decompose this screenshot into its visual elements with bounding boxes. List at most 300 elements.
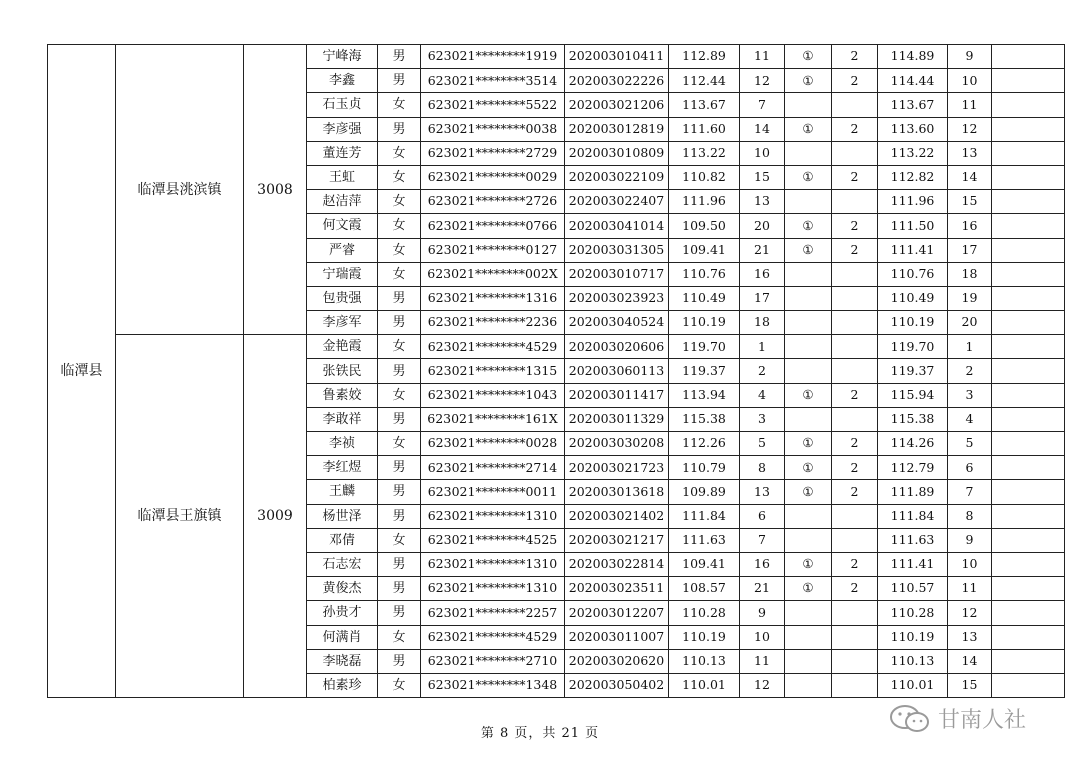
total-score-cell: 113.22 [878,141,948,165]
id-number-cell: 623021********161X [421,407,565,431]
written-score-cell: 110.19 [669,311,740,335]
remarks-cell [992,649,1065,673]
final-rank-cell: 8 [948,504,992,528]
bonus-points-cell: 2 [832,69,878,93]
total-score-cell: 111.63 [878,528,948,552]
exam-number-cell: 202003010411 [565,45,669,69]
bonus-mark-cell: ① [785,117,832,141]
name-cell: 何满肖 [307,625,378,649]
exam-number-cell: 202003011007 [565,625,669,649]
remarks-cell [992,456,1065,480]
bonus-mark-cell [785,625,832,649]
total-score-cell: 111.41 [878,552,948,576]
written-score-cell: 119.70 [669,335,740,359]
bonus-mark-cell: ① [785,69,832,93]
gender-cell: 女 [378,165,421,189]
watermark [888,703,1026,734]
written-rank-cell: 11 [740,649,785,673]
remarks-cell [992,407,1065,431]
final-rank-cell: 13 [948,141,992,165]
remarks-cell [992,552,1065,576]
gender-cell: 男 [378,69,421,93]
written-rank-cell: 5 [740,432,785,456]
bonus-points-cell [832,601,878,625]
table-row [48,45,1065,69]
remarks-cell [992,383,1065,407]
id-number-cell: 623021********1310 [421,504,565,528]
id-number-cell: 623021********0038 [421,117,565,141]
name-cell: 鲁素姣 [307,383,378,407]
bonus-points-cell [832,673,878,697]
remarks-cell [992,286,1065,310]
total-score-cell: 114.89 [878,45,948,69]
written-rank-cell: 1 [740,335,785,359]
remarks-cell [992,528,1065,552]
bonus-points-cell: 2 [832,480,878,504]
written-score-cell: 109.89 [669,480,740,504]
total-score-cell: 111.41 [878,238,948,262]
gender-cell: 女 [378,262,421,286]
name-cell: 孙贵才 [307,601,378,625]
id-number-cell: 623021********1315 [421,359,565,383]
name-cell: 李红煜 [307,456,378,480]
exam-number-cell: 202003022109 [565,165,669,189]
written-rank-cell: 13 [740,480,785,504]
id-number-cell: 623021********2726 [421,190,565,214]
id-number-cell: 623021********0028 [421,432,565,456]
bonus-points-cell [832,625,878,649]
gender-cell: 男 [378,456,421,480]
written-score-cell: 112.26 [669,432,740,456]
gender-cell: 女 [378,141,421,165]
written-score-cell: 113.67 [669,93,740,117]
written-rank-cell: 6 [740,504,785,528]
written-rank-cell: 9 [740,601,785,625]
written-score-cell: 113.94 [669,383,740,407]
exam-number-cell: 202003031305 [565,238,669,262]
bonus-mark-cell [785,93,832,117]
exam-number-cell: 202003021402 [565,504,669,528]
total-score-cell: 114.44 [878,69,948,93]
written-score-cell: 110.01 [669,673,740,697]
total-score-cell: 112.79 [878,456,948,480]
gender-cell: 男 [378,649,421,673]
bonus-points-cell [832,649,878,673]
bonus-points-cell [832,528,878,552]
written-rank-cell: 21 [740,238,785,262]
gender-cell: 女 [378,432,421,456]
total-score-cell: 119.37 [878,359,948,383]
id-number-cell: 623021********1043 [421,383,565,407]
town-cell: 临潭县洮滨镇 [116,45,244,335]
remarks-cell [992,625,1065,649]
name-cell: 石玉贞 [307,93,378,117]
gender-cell: 男 [378,577,421,601]
bonus-points-cell: 2 [832,552,878,576]
bonus-mark-cell: ① [785,214,832,238]
total-score-cell: 110.19 [878,625,948,649]
bonus-points-cell: 2 [832,214,878,238]
bonus-points-cell: 2 [832,117,878,141]
id-number-cell: 623021********4525 [421,528,565,552]
bonus-mark-cell [785,504,832,528]
remarks-cell [992,577,1065,601]
id-number-cell: 623021********002X [421,262,565,286]
exam-number-cell: 202003010809 [565,141,669,165]
written-score-cell: 111.96 [669,190,740,214]
remarks-cell [992,190,1065,214]
bonus-mark-cell [785,673,832,697]
final-rank-cell: 19 [948,286,992,310]
bonus-mark-cell [785,262,832,286]
remarks-cell [992,238,1065,262]
bonus-points-cell: 2 [832,432,878,456]
total-score-cell: 110.76 [878,262,948,286]
bonus-points-cell [832,262,878,286]
final-rank-cell: 3 [948,383,992,407]
remarks-cell [992,673,1065,697]
written-rank-cell: 11 [740,45,785,69]
written-score-cell: 109.41 [669,238,740,262]
gender-cell: 女 [378,190,421,214]
remarks-cell [992,335,1065,359]
id-number-cell: 623021********0766 [421,214,565,238]
written-score-cell: 110.82 [669,165,740,189]
total-score-cell: 110.28 [878,601,948,625]
remarks-cell [992,601,1065,625]
written-rank-cell: 3 [740,407,785,431]
total-score-cell: 115.94 [878,383,948,407]
written-score-cell: 110.19 [669,625,740,649]
gender-cell: 女 [378,673,421,697]
final-rank-cell: 15 [948,190,992,214]
bonus-mark-cell: ① [785,45,832,69]
id-number-cell: 623021********3514 [421,69,565,93]
gender-cell: 男 [378,359,421,383]
id-number-cell: 623021********2729 [421,141,565,165]
gender-cell: 女 [378,238,421,262]
name-cell: 宁瑞霞 [307,262,378,286]
bonus-mark-cell: ① [785,577,832,601]
remarks-cell [992,432,1065,456]
exam-number-cell: 202003021217 [565,528,669,552]
bonus-mark-cell [785,528,832,552]
name-cell: 王虹 [307,165,378,189]
final-rank-cell: 10 [948,69,992,93]
remarks-cell [992,480,1065,504]
total-score-cell: 110.01 [878,673,948,697]
exam-number-cell: 202003023923 [565,286,669,310]
wechat-icon [888,704,932,734]
final-rank-cell: 14 [948,165,992,189]
bonus-mark-cell [785,649,832,673]
exam-number-cell: 202003021723 [565,456,669,480]
remarks-cell [992,165,1065,189]
exam-number-cell: 202003022226 [565,69,669,93]
exam-number-cell: 202003012819 [565,117,669,141]
final-rank-cell: 12 [948,117,992,141]
county-cell: 临潭县 [48,45,116,698]
page-footer: 第 8 页，共 21 页 [480,726,600,741]
written-rank-cell: 7 [740,93,785,117]
name-cell: 金艳霞 [307,335,378,359]
id-number-cell: 623021********4529 [421,625,565,649]
id-number-cell: 623021********1348 [421,673,565,697]
gender-cell: 女 [378,335,421,359]
remarks-cell [992,359,1065,383]
bonus-points-cell: 2 [832,45,878,69]
name-cell: 杨世泽 [307,504,378,528]
bonus-points-cell [832,407,878,431]
final-rank-cell: 9 [948,45,992,69]
remarks-cell [992,311,1065,335]
total-score-cell: 111.96 [878,190,948,214]
id-number-cell: 623021********1316 [421,286,565,310]
exam-number-cell: 202003012207 [565,601,669,625]
gender-cell: 女 [378,93,421,117]
bonus-points-cell: 2 [832,456,878,480]
gender-cell: 女 [378,528,421,552]
name-cell: 包贵强 [307,286,378,310]
written-rank-cell: 12 [740,69,785,93]
gender-cell: 女 [378,625,421,649]
id-number-cell: 623021********1919 [421,45,565,69]
bonus-mark-cell [785,141,832,165]
position-code-cell: 3008 [244,45,307,335]
id-number-cell: 623021********2257 [421,601,565,625]
final-rank-cell: 12 [948,601,992,625]
bonus-points-cell [832,311,878,335]
candidate-table [47,44,1065,698]
id-number-cell: 623021********1310 [421,577,565,601]
name-cell: 李敢祥 [307,407,378,431]
bonus-points-cell [832,335,878,359]
bonus-mark-cell [785,407,832,431]
exam-number-cell: 202003011417 [565,383,669,407]
gender-cell: 男 [378,311,421,335]
final-rank-cell: 4 [948,407,992,431]
exam-number-cell: 202003020620 [565,649,669,673]
written-score-cell: 110.28 [669,601,740,625]
written-rank-cell: 10 [740,141,785,165]
name-cell: 李鑫 [307,69,378,93]
name-cell: 赵洁萍 [307,190,378,214]
written-rank-cell: 20 [740,214,785,238]
remarks-cell [992,69,1065,93]
written-score-cell: 115.38 [669,407,740,431]
written-score-cell: 110.49 [669,286,740,310]
name-cell: 柏素珍 [307,673,378,697]
written-score-cell: 110.76 [669,262,740,286]
exam-number-cell: 202003023511 [565,577,669,601]
remarks-cell [992,93,1065,117]
written-score-cell: 111.84 [669,504,740,528]
name-cell: 李祯 [307,432,378,456]
gender-cell: 男 [378,601,421,625]
bonus-mark-cell [785,601,832,625]
id-number-cell: 623021********1310 [421,552,565,576]
watermark-text: 甘南人社 [938,708,1027,733]
final-rank-cell: 1 [948,335,992,359]
name-cell: 黄俊杰 [307,577,378,601]
remarks-cell [992,504,1065,528]
written-rank-cell: 8 [740,456,785,480]
exam-number-cell: 202003022814 [565,552,669,576]
bonus-mark-cell [785,335,832,359]
id-number-cell: 623021********4529 [421,335,565,359]
exam-number-cell: 202003011329 [565,407,669,431]
gender-cell: 男 [378,45,421,69]
bonus-mark-cell: ① [785,238,832,262]
written-rank-cell: 2 [740,359,785,383]
bonus-mark-cell [785,190,832,214]
bonus-mark-cell [785,359,832,383]
bonus-mark-cell: ① [785,552,832,576]
final-rank-cell: 16 [948,214,992,238]
exam-number-cell: 202003040524 [565,311,669,335]
written-rank-cell: 21 [740,577,785,601]
bonus-mark-cell [785,286,832,310]
final-rank-cell: 6 [948,456,992,480]
written-score-cell: 113.22 [669,141,740,165]
exam-number-cell: 202003050402 [565,673,669,697]
remarks-cell [992,262,1065,286]
bonus-mark-cell: ① [785,432,832,456]
id-number-cell: 623021********0011 [421,480,565,504]
bonus-points-cell: 2 [832,577,878,601]
remarks-cell [992,45,1065,69]
bonus-points-cell: 2 [832,165,878,189]
final-rank-cell: 2 [948,359,992,383]
total-score-cell: 110.19 [878,311,948,335]
written-score-cell: 112.44 [669,69,740,93]
gender-cell: 男 [378,407,421,431]
written-score-cell: 111.60 [669,117,740,141]
written-rank-cell: 16 [740,552,785,576]
final-rank-cell: 11 [948,93,992,117]
final-rank-cell: 15 [948,673,992,697]
bonus-mark-cell [785,311,832,335]
bonus-points-cell: 2 [832,238,878,262]
written-score-cell: 111.63 [669,528,740,552]
id-number-cell: 623021********2236 [421,311,565,335]
final-rank-cell: 10 [948,552,992,576]
written-rank-cell: 10 [740,625,785,649]
exam-number-cell: 202003013618 [565,480,669,504]
remarks-cell [992,117,1065,141]
final-rank-cell: 11 [948,577,992,601]
id-number-cell: 623021********2710 [421,649,565,673]
exam-number-cell: 202003060113 [565,359,669,383]
written-rank-cell: 4 [740,383,785,407]
total-score-cell: 114.26 [878,432,948,456]
gender-cell: 男 [378,286,421,310]
table-row [48,335,1065,359]
total-score-cell: 113.60 [878,117,948,141]
written-score-cell: 109.41 [669,552,740,576]
bonus-points-cell [832,190,878,214]
name-cell: 李彦强 [307,117,378,141]
total-score-cell: 113.67 [878,93,948,117]
written-rank-cell: 14 [740,117,785,141]
gender-cell: 男 [378,117,421,141]
written-score-cell: 110.13 [669,649,740,673]
name-cell: 何文霞 [307,214,378,238]
gender-cell: 女 [378,214,421,238]
exam-number-cell: 202003010717 [565,262,669,286]
bonus-points-cell [832,359,878,383]
bonus-mark-cell: ① [785,165,832,189]
name-cell: 王麟 [307,480,378,504]
id-number-cell: 623021********5522 [421,93,565,117]
bonus-points-cell [832,286,878,310]
exam-number-cell: 202003041014 [565,214,669,238]
written-score-cell: 110.79 [669,456,740,480]
exam-number-cell: 202003030208 [565,432,669,456]
gender-cell: 男 [378,480,421,504]
written-score-cell: 108.57 [669,577,740,601]
id-number-cell: 623021********0029 [421,165,565,189]
final-rank-cell: 7 [948,480,992,504]
written-rank-cell: 7 [740,528,785,552]
written-score-cell: 109.50 [669,214,740,238]
bonus-points-cell [832,141,878,165]
written-rank-cell: 12 [740,673,785,697]
name-cell: 张铁民 [307,359,378,383]
total-score-cell: 110.49 [878,286,948,310]
written-score-cell: 119.37 [669,359,740,383]
name-cell: 李晓磊 [307,649,378,673]
total-score-cell: 111.84 [878,504,948,528]
bonus-points-cell: 2 [832,383,878,407]
total-score-cell: 115.38 [878,407,948,431]
position-code-cell: 3009 [244,335,307,698]
bonus-mark-cell: ① [785,456,832,480]
name-cell: 邓倩 [307,528,378,552]
final-rank-cell: 18 [948,262,992,286]
total-score-cell: 111.89 [878,480,948,504]
total-score-cell: 110.13 [878,649,948,673]
bonus-mark-cell: ① [785,480,832,504]
id-number-cell: 623021********0127 [421,238,565,262]
gender-cell: 男 [378,504,421,528]
exam-number-cell: 202003022407 [565,190,669,214]
bonus-mark-cell: ① [785,383,832,407]
written-score-cell: 112.89 [669,45,740,69]
total-score-cell: 119.70 [878,335,948,359]
final-rank-cell: 20 [948,311,992,335]
name-cell: 石志宏 [307,552,378,576]
final-rank-cell: 17 [948,238,992,262]
final-rank-cell: 5 [948,432,992,456]
town-cell: 临潭县王旗镇 [116,335,244,698]
final-rank-cell: 13 [948,625,992,649]
written-rank-cell: 16 [740,262,785,286]
remarks-cell [992,141,1065,165]
written-rank-cell: 13 [740,190,785,214]
gender-cell: 男 [378,552,421,576]
total-score-cell: 111.50 [878,214,948,238]
written-rank-cell: 18 [740,311,785,335]
bonus-points-cell [832,93,878,117]
written-rank-cell: 15 [740,165,785,189]
exam-number-cell: 202003021206 [565,93,669,117]
name-cell: 严睿 [307,238,378,262]
name-cell: 董连芳 [307,141,378,165]
final-rank-cell: 9 [948,528,992,552]
written-rank-cell: 17 [740,286,785,310]
exam-number-cell: 202003020606 [565,335,669,359]
